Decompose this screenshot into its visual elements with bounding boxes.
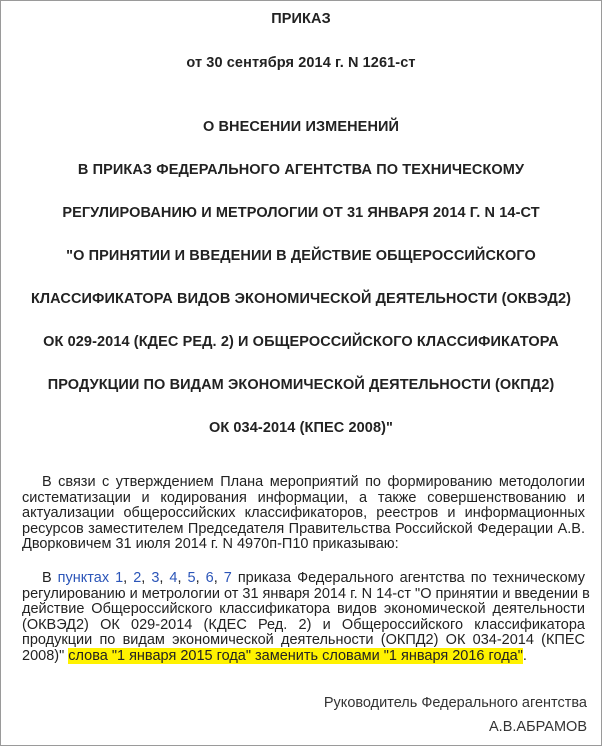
signature-position: Руководитель Федерального агентства: [323, 695, 587, 711]
body-line: регулированию и метрологии от 31 января 2014 г. N 14-ст "О принятии и введении в: [22, 585, 590, 602]
body-line: действие Общероссийского классификатора видов экономической деятельности: [22, 601, 585, 617]
link-punkty[interactable]: пунктах: [57, 570, 110, 586]
doc-type-heading: ПРИКАЗ: [271, 11, 331, 27]
intro-line: Дворковичем 31 июля 2014 г. N 4970п-П10 приказываю:: [22, 536, 399, 552]
link-punkt-6[interactable]: 6: [205, 570, 214, 586]
doc-title-line: РЕГУЛИРОВАНИЮ И МЕТРОЛОГИИ ОТ 31 ЯНВАРЯ 2014 Г. N 14-СТ: [62, 205, 540, 221]
link-punkt-3[interactable]: 3: [151, 570, 160, 586]
doc-title-line: ОК 029-2014 (КДЕС РЕД. 2) И ОБЩЕРОССИЙСКОГО КЛАССИФИКАТОРА: [43, 334, 559, 350]
doc-title-line: "О ПРИНЯТИИ И ВВЕДЕНИИ В ДЕЙСТВИЕ ОБЩЕРОССИЙСКОГО: [66, 248, 536, 264]
doc-date-number: от 30 сентября 2014 г. N 1261-ст: [186, 55, 416, 71]
doc-title-line: КЛАССИФИКАТОРА ВИДОВ ЭКОНОМИЧЕСКОЙ ДЕЯТЕЛЬНОСТИ (ОКВЭД2): [30, 291, 572, 307]
signature-name: А.В.АБРАМОВ: [489, 719, 587, 735]
link-punkt-2[interactable]: 2: [133, 570, 142, 586]
body-line: 2008)" слова "1 января 2015 года" заменить словами "1 января 2016 года".: [22, 647, 527, 664]
intro-paragraph: [22, 475, 585, 553]
doc-title-line: В ПРИКАЗ ФЕДЕРАЛЬНОГО АГЕНТСТВА ПО ТЕХНИЧЕСКОМУ: [77, 162, 525, 178]
intro-line: систематизации и кодирования информации, а также совершенствованию и: [22, 489, 585, 506]
link-punkt-1[interactable]: 1: [115, 570, 124, 586]
intro-line: актуализации общероссийских классификаторов, реестров и информационных: [22, 505, 585, 521]
highlighted-amendment: слова "1 января 2015 года" заменить словами "1 января 2016 года": [68, 647, 523, 664]
intro-line: В связи с утверждением Плана мероприятий по формированию методологии: [42, 474, 585, 490]
doc-title-line: ПРОДУКЦИИ ПО ВИДАМ ЭКОНОМИЧЕСКОЙ ДЕЯТЕЛЬНОСТИ (ОКПД2): [47, 377, 555, 393]
doc-title-line: ОК 034-2014 (КПЕС 2008)": [208, 420, 394, 436]
link-punkt-5[interactable]: 5: [187, 570, 196, 586]
body-line: продукции по видам экономической деятельности (ОКПД2) ОК 034-2014 (КПЕС: [22, 632, 585, 648]
body-paragraph: [22, 570, 590, 664]
link-punkt-4[interactable]: 4: [169, 570, 178, 586]
body-line: (ОКВЭД2) ОК 029-2014 (КДЕС Ред. 2) и Общероссийского классификатора: [22, 616, 585, 633]
intro-line: ресурсов заместителем Председателя Правительства Российской Федерации А.В.: [22, 520, 585, 537]
doc-title-line: О ВНЕСЕНИИ ИЗМЕНЕНИЙ: [202, 119, 400, 135]
link-punkt-7[interactable]: 7: [223, 570, 232, 586]
body-line: В пунктах 1, 2, 3, 4, 5, 6, 7 приказа Федерального агентства по техническому: [42, 570, 586, 586]
